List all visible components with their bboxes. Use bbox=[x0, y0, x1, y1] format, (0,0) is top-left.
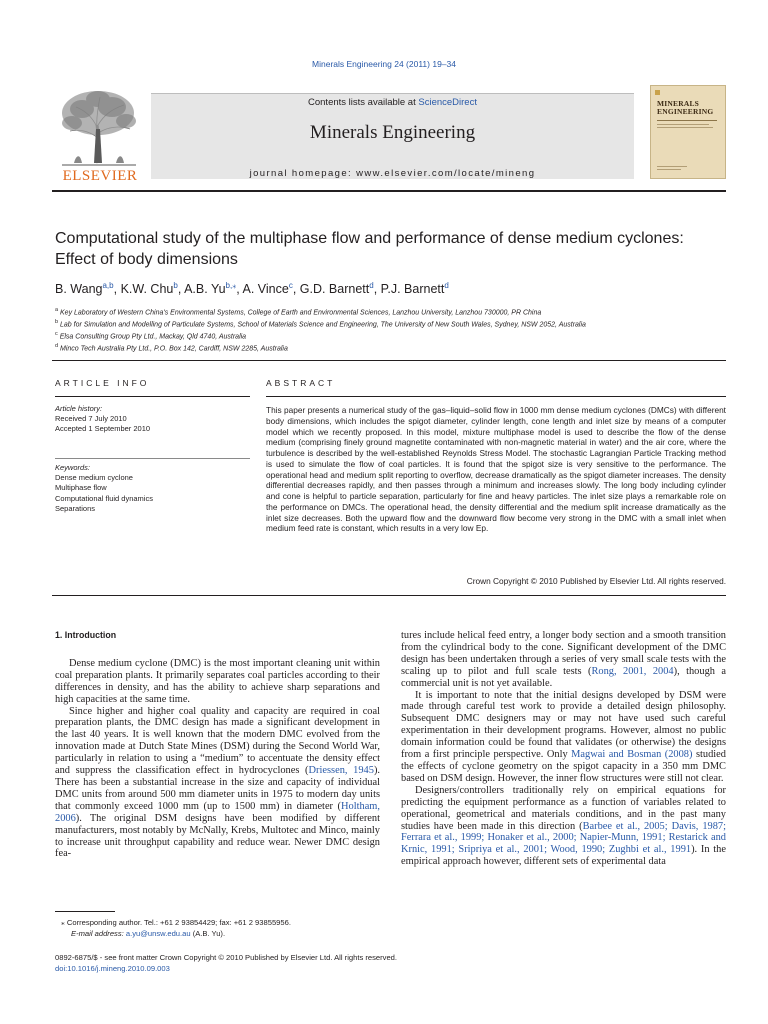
abstract-divider bbox=[266, 396, 726, 397]
author[interactable]: G.D. Barnett$^d$, bbox=[299, 281, 381, 297]
article-info-heading: ARTICLE INFO bbox=[55, 378, 150, 388]
cover-title bbox=[657, 100, 713, 116]
header-divider bbox=[52, 190, 726, 192]
author[interactable]: P.J. Barnett$^d$ bbox=[380, 281, 449, 297]
keywords-block bbox=[55, 463, 250, 514]
elsevier-tree-icon bbox=[52, 85, 148, 187]
cover-rule bbox=[657, 127, 713, 128]
article-info-divider bbox=[55, 396, 250, 397]
citation-link[interactable]: Rong, 2001, 2004 bbox=[591, 665, 674, 677]
body-column-left bbox=[55, 630, 380, 860]
affiliation: $^a$ Key Laboratory of Western China's Environmental Systems, College of Earth and Environmental Sciences, Lanzhou University, Lanzhou 730000, PR China bbox=[55, 307, 542, 317]
author[interactable]: A. Vince$^c$, bbox=[242, 281, 300, 297]
email-line: E-mail address: a.yu@unsw.edu.au (A.B. Yu). bbox=[71, 929, 226, 938]
email-link[interactable]: a.yu@unsw.edu.au bbox=[125, 929, 191, 938]
affiliation: $^d$ Minco Tech Australia Pty Ltd., P.O. Box 142, Cardiff, NSW 2285, Australia bbox=[55, 342, 288, 353]
citation-link[interactable]: Barbee et al., 2005; Davis, 1987; Ferrara et al., 1999; Honaker et al., 2000; Napier-Munn, 1991; Restarick and Krnic, 1991; Sripriya et al., 2001; Wood, 1990; Zughbi et al., 1991 bbox=[401, 820, 727, 856]
cover-rule bbox=[657, 124, 709, 125]
citation-link[interactable]: Holtham, 2006 bbox=[55, 800, 380, 824]
journal-banner bbox=[151, 93, 634, 179]
footnote-divider bbox=[55, 911, 115, 912]
journal-header bbox=[52, 85, 726, 187]
cover-title-line1: MINERALS bbox=[657, 99, 700, 108]
cover-rule bbox=[657, 120, 717, 121]
contents-prefix: Contents lists available at bbox=[308, 97, 419, 108]
body-column-right bbox=[401, 630, 726, 868]
journal-reference[interactable]: Minerals Engineering 24 (2011) 19–34 bbox=[312, 59, 456, 69]
affiliation: $^b$ Lab for Simulation and Modelling of Particulate Systems, School of Materials Science and Engineering, The University of New South Wales, Sydney, NSW 2052, Australia bbox=[55, 318, 586, 329]
accepted-date: Accepted 1 September 2010 bbox=[55, 424, 151, 434]
author[interactable]: B. Wang$^{a,b}$, bbox=[55, 281, 121, 297]
keywords-label: Keywords: bbox=[55, 463, 91, 472]
sciencedirect-link[interactable]: ScienceDirect bbox=[418, 97, 477, 108]
paragraph: Dense medium cyclone (DMC) is the most important cleaning unit within coal preparation plants. It primarily separates coal particles according to their differences in density, and has the ability to achieve sharp separations and high capacities at the same time. bbox=[55, 657, 380, 705]
cover-rule bbox=[657, 166, 687, 167]
keyword: Dense medium cyclone bbox=[55, 473, 133, 483]
section-heading: 1. Introduction bbox=[55, 630, 117, 640]
elsevier-wordmark: ELSEVIER bbox=[62, 168, 138, 184]
corresponding-author-note: ⁎ Corresponding author. Tel.: +61 2 93854429; fax: +61 2 93855956. bbox=[61, 918, 291, 927]
elsevier-logo[interactable] bbox=[52, 85, 148, 187]
abstract-text: This paper presents a numerical study of the gas–liquid–solid flow in 1000 mm dense medium cyclones (DMCs) with different body dimensions, which includes the spigot diameter, cylinder length, cone length and inlet size by means of a computer model which we recently proposed. In this model, mixture multiphase model is used to describe the flow of the dense medium (comprising finely ground magnetite contaminated with non-magnetic material in water) and the air core, where the turbulence is described by the well-established Reynolds Stress Model. The stochastic Lagrangian Particle Tracking method is used to simulate the flow of coal particles. It is found that the spigot size is very sensitive to the performance. The operational head and medium split reporting to overflow, decrease dramatically as the spigot diameter increases. The density differential decreases rapidly, and then passes through a minimum and increases slowly. The long body including cylinder and cone is helpful to particle separation, particularly for fine and heavy particles. The inlet size plays a remarkable role on the performance on DMCs. The operational head, the density differential and the medium split increase dramatically as the inlet size decreases. Both the upward flow and the downward flow become very strong in the DMC with a small inlet when medium feed rate is constant, which results in a very low Ep. bbox=[266, 405, 726, 534]
history-label: Article history: bbox=[55, 404, 103, 413]
keyword: Separations bbox=[55, 503, 96, 513]
journal-homepage[interactable]: journal homepage: www.elsevier.com/locate/mineng bbox=[249, 168, 536, 179]
keyword: Multiphase flow bbox=[55, 483, 107, 493]
affiliation-divider bbox=[52, 360, 726, 361]
abstract-bottom-divider bbox=[52, 595, 726, 596]
received-date: Received 7 July 2010 bbox=[55, 414, 127, 424]
cover-rule bbox=[657, 169, 681, 170]
affiliation-list bbox=[55, 306, 715, 354]
doi-link[interactable]: doi:10.1016/j.mineng.2010.09.003 bbox=[55, 963, 170, 973]
cover-title-line2: ENGINEERING bbox=[657, 107, 714, 116]
article-history bbox=[55, 404, 250, 435]
keyword: Computational fluid dynamics bbox=[55, 493, 153, 503]
paragraph: It is important to note that the initial designs developed by DSM were made through careful test work to provide a detailed design philosophy. Subsequent DMC designers may or may not have used such careful experimentation in their development programs. However, almost no public domain information could be found that validates (or otherwise) the designs from a first principle perspective. Only Magwai and Bosman (2008) studied the effects of cyclone geometry on the spigot capacity in a 350 mm DMC based on DSM design. However, the inner flow structures were still not clear. bbox=[401, 689, 726, 784]
contents-line bbox=[151, 97, 634, 108]
cover-emblem-icon bbox=[655, 90, 660, 95]
citation-link[interactable]: Driessen, 1945 bbox=[308, 765, 374, 777]
paragraph: Since higher and higher coal quality and capacity are required in coal preparation plants, the DMC design has made a significant development in the last 40 years. It is well known that the modern DMC evolved from the innovation made at Dutch State Mines (DSM) during the Second World War, particularly in relation to using a “medium” to accentuate the density effect and suppress the classification effect in hydrocyclones (Driessen, 1945). There has been a substantial increase in the size and capacity of individual DMC units from around 500 mm diameter units in 1975 to modern day units that commonly exceed 1000 mm (up to 1500 mm) in diameter (Holtham, 2006). The original DSM designs have been modified by different manufacturers, most notably by McNally, Krebs, Multotec and Minco, mainly to increase unit throughput capability and reduce wear. Newer DMC design fea- bbox=[55, 705, 380, 860]
author[interactable]: A.B. $Yu^{b,⁎}$, bbox=[184, 281, 243, 297]
author[interactable]: K.W. Chu$^b$, bbox=[120, 281, 185, 297]
paragraph: Designers/controllers traditionally rely on empirical equations for predicting the equipment performance as a function of variables related to operational, geometrical and materials conditions, and in the past many studies have been made in this direction (Barbee et al., 2005; Davis, 1987; Ferrara et al., 1999; Honaker et al., 2000; Napier-Munn, 1991; Restarick and Krnic, 1991; Sripriya et al., 2001; Wood, 1990; Zughbi et al., 1991). In the empirical approach however, different sets of experimental data bbox=[401, 784, 727, 868]
citation-link[interactable]: Magwai and Bosman (2008) bbox=[571, 749, 693, 761]
issn-line: 0892-6875/$ - see front matter Crown Copyright © 2010 Published by Elsevier Ltd. All rights reserved. bbox=[55, 953, 398, 962]
abstract-copyright: Crown Copyright © 2010 Published by Elsevier Ltd. All rights reserved. bbox=[466, 576, 726, 586]
paragraph: tures include helical feed entry, a longer body section and a smooth transition from the cylindrical body to the cone. Significant development of the DMC design has been undertaken through a series of very small scale tests with the scaling up to pilot and full scale tests (Rong, 2001, 2004), though a commercial unit is not yet available. bbox=[401, 630, 726, 689]
abstract-heading: ABSTRACT bbox=[266, 378, 336, 388]
affiliation: $^c$ Elsa Consulting Group Pty Ltd., Mackay, Qld 4740, Australia bbox=[55, 330, 247, 341]
journal-cover-thumbnail[interactable] bbox=[650, 85, 726, 179]
footnote bbox=[55, 917, 380, 939]
journal-title: Minerals Engineering bbox=[309, 122, 476, 143]
author-list bbox=[55, 281, 715, 296]
keywords-divider bbox=[55, 458, 250, 459]
page-footer bbox=[55, 953, 655, 974]
article-title: Computational study of the multiphase flow and performance of dense medium cyclones: Effect of body dimensions bbox=[55, 230, 684, 268]
